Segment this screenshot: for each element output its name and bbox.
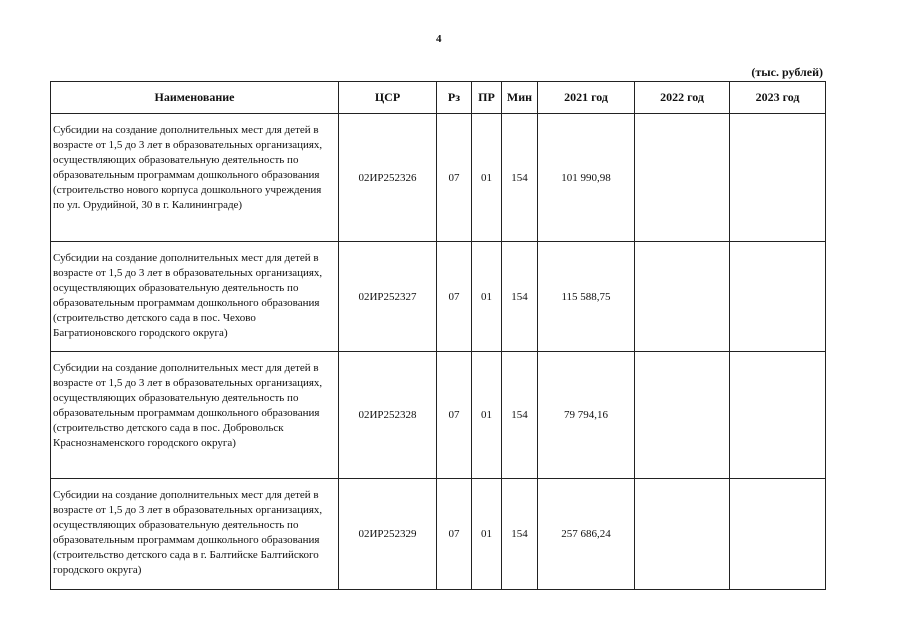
table-body bbox=[51, 114, 826, 590]
row-rz: 07 bbox=[437, 114, 472, 242]
row-2023 bbox=[730, 479, 826, 590]
row-2021: 257 686,24 bbox=[538, 479, 635, 590]
row-name: Субсидии на создание дополнительных мест для детей в возрасте от 1,5 до 3 лет в образовательных организациях, осуществляющих образовательную деятельность по образовательным программам дошкольного образования (строительство детского сада в пос. Чехово Багратионовского городского округа) bbox=[51, 242, 339, 352]
table-row bbox=[51, 479, 826, 590]
table-header bbox=[51, 82, 826, 114]
row-pr: 01 bbox=[472, 114, 502, 242]
row-csr: 02ИР252326 bbox=[339, 114, 437, 242]
row-csr: 02ИР252329 bbox=[339, 479, 437, 590]
header-csr: ЦСР bbox=[339, 82, 437, 114]
header-2021: 2021 год bbox=[538, 82, 635, 114]
page-number: 4 bbox=[436, 33, 442, 45]
row-2023 bbox=[730, 242, 826, 352]
row-2022 bbox=[635, 479, 730, 590]
budget-table bbox=[50, 81, 826, 590]
header-2022: 2022 год bbox=[635, 82, 730, 114]
row-name: Субсидии на создание дополнительных мест для детей в возрасте от 1,5 до 3 лет в образовательных организациях, осуществляющих образовательную деятельность по образовательным программам дошкольного образования (строительство нового корпуса дошкольного учреждения по ул. Орудийной, 30 в г. Калининграде) bbox=[51, 114, 339, 242]
row-2021: 115 588,75 bbox=[538, 242, 635, 352]
row-2023 bbox=[730, 352, 826, 479]
row-2023 bbox=[730, 114, 826, 242]
row-min: 154 bbox=[502, 352, 538, 479]
row-min: 154 bbox=[502, 242, 538, 352]
header-min: Мин bbox=[502, 82, 538, 114]
row-min: 154 bbox=[502, 479, 538, 590]
header-name: Наименование bbox=[51, 82, 339, 114]
header-2023: 2023 год bbox=[730, 82, 826, 114]
row-name: Субсидии на создание дополнительных мест для детей в возрасте от 1,5 до 3 лет в образовательных организациях, осуществляющих образовательную деятельность по образовательным программам дошкольного образования (строительство детского сада в пос. Добровольск Краснознаменского городского округа) bbox=[51, 352, 339, 479]
row-2022 bbox=[635, 352, 730, 479]
row-rz: 07 bbox=[437, 242, 472, 352]
row-pr: 01 bbox=[472, 352, 502, 479]
row-rz: 07 bbox=[437, 479, 472, 590]
table-row bbox=[51, 242, 826, 352]
header-row bbox=[51, 82, 826, 114]
header-rz: Рз bbox=[437, 82, 472, 114]
row-csr: 02ИР252328 bbox=[339, 352, 437, 479]
row-2021: 101 990,98 bbox=[538, 114, 635, 242]
row-rz: 07 bbox=[437, 352, 472, 479]
table-row bbox=[51, 352, 826, 479]
header-pr: ПР bbox=[472, 82, 502, 114]
row-pr: 01 bbox=[472, 242, 502, 352]
row-pr: 01 bbox=[472, 479, 502, 590]
row-name: Субсидии на создание дополнительных мест для детей в возрасте от 1,5 до 3 лет в образовательных организациях, осуществляющих образовательную деятельность по образовательным программам дошкольного образования (строительство детского сада в г. Балтийске Балтийского городского округа) bbox=[51, 479, 339, 590]
units-label: (тыс. рублей) bbox=[751, 65, 823, 79]
row-2022 bbox=[635, 242, 730, 352]
table-row bbox=[51, 114, 826, 242]
row-csr: 02ИР252327 bbox=[339, 242, 437, 352]
row-min: 154 bbox=[502, 114, 538, 242]
row-2021: 79 794,16 bbox=[538, 352, 635, 479]
row-2022 bbox=[635, 114, 730, 242]
